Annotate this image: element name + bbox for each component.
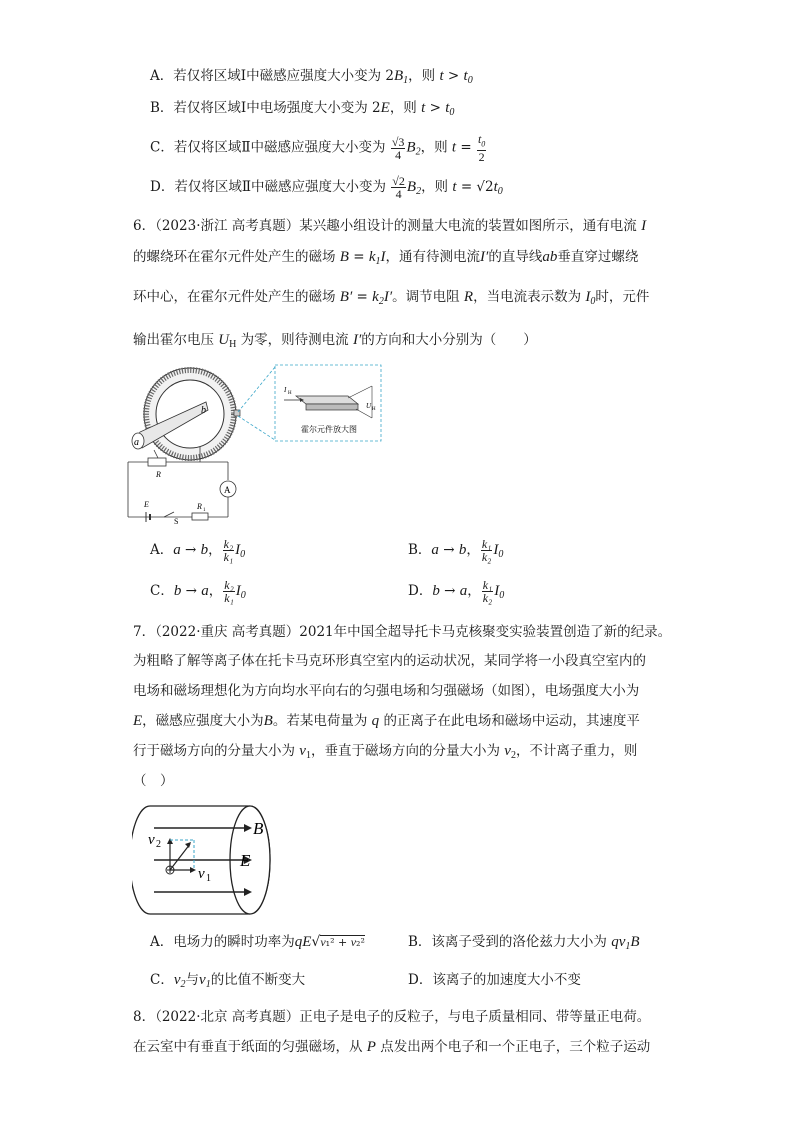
- svg-text:U: U: [366, 402, 372, 410]
- q7-figure: [132, 800, 282, 918]
- q6-line-4: 输出霍尔电压 $U_H$ 为零，则待测电流 I′的方向和大小分别为（ ）: [133, 332, 537, 350]
- svg-text:1: 1: [203, 508, 206, 513]
- q7-line-1: 7．（2022·重庆 高考真题）2021年中国全超导托卡马克核聚变实验装置创造了新的纪录。: [133, 624, 672, 640]
- q7-line-5: 行于磁场方向的分量大小为 $v_1$，垂直于磁场方向的分量大小为 $v_2$，不计离子重力，则: [133, 743, 638, 761]
- q6-option-c: C．b → a， $\frac{\text{k₂}}{\text{k₁}}$ $I_0$: [150, 578, 246, 605]
- svg-text:a: a: [134, 437, 139, 448]
- q7-option-a: A．电场力的瞬时功率为qE√v₁² + v₂²: [150, 934, 365, 950]
- q5-option-c: C．若仅将区域Ⅱ中磁感应强度大小变为 $\frac{√3}{4}$ $B_2$，则 t = $\frac{t_0}{2}$: [150, 132, 486, 165]
- q7-option-c: C．$v_2$与$v_1$的比值不断变大: [150, 972, 306, 990]
- svg-text:H: H: [372, 407, 376, 412]
- q8-line-1: 8．（2022·北京 高考真题）正电子是电子的反粒子，与电子质量相同、带等量正电荷。: [133, 1009, 651, 1025]
- q7-line-6: （ ）: [133, 773, 174, 789]
- q5-option-a: A．若仅将区域Ⅰ中磁感应强度大小变为 $2B_1$，则 $t > t_0$: [150, 68, 473, 86]
- hall-caption: 霍尔元件放大图: [301, 425, 357, 434]
- svg-text:v: v: [148, 832, 155, 848]
- svg-text:v: v: [198, 866, 205, 882]
- q8-line-2: 在云室中有垂直于纸面的匀强磁场，从 P 点发出两个电子和一个正电子，三个粒子运动: [133, 1039, 651, 1055]
- svg-text:2: 2: [156, 839, 161, 850]
- q6-line-2: 的螺绕环在霍尔元件处产生的磁场 $B = k_1I$，通有待测电流I′的直导线ab垂直穿过螺绕: [133, 249, 639, 267]
- svg-text:B: B: [253, 819, 264, 838]
- q7-line-3: 电场和磁场理想化为方向均水平向右的匀强电场和匀强磁场（如图），电场强度大小为: [133, 683, 640, 699]
- q6-option-a: A．a → b， $\frac{\text{k₂}}{\text{k₁}}$ $I_0$: [150, 537, 246, 564]
- svg-text:S: S: [174, 517, 179, 524]
- svg-text:H: H: [288, 391, 292, 396]
- q7-option-d: D．该离子的加速度大小不变: [408, 972, 581, 988]
- svg-text:I: I: [284, 386, 287, 394]
- q7-option-b: B．该离子受到的洛伦兹力大小为 $qv_1B$: [408, 934, 640, 952]
- svg-text:R: R: [156, 470, 161, 479]
- svg-text:E: E: [144, 500, 149, 509]
- svg-text:E: E: [240, 851, 251, 870]
- q6-option-b: B．a → b， $\frac{\text{k₁}}{\text{k₂}}$ $I_0$: [408, 537, 504, 564]
- q5-option-d: D．若仅将区域Ⅱ中磁感应强度大小变为 $\frac{√2}{4}$ $B_2$，则 $t = √2t_0$: [150, 174, 503, 201]
- q7-line-2: 为粗略了解等离子体在托卡马克环形真空室内的运动状况，某同学将一小段真空室内的: [133, 653, 646, 669]
- svg-text:A: A: [224, 485, 231, 495]
- svg-text:1: 1: [206, 873, 211, 884]
- svg-text:b: b: [201, 405, 206, 416]
- q6-option-d: D．b → a， $\frac{\text{k₁}}{\text{k₂}}$ $I_0$: [408, 578, 505, 605]
- q7-line-4: E，磁感应强度大小为B。若某电荷量为 q 的正离子在此电场和磁场中运动，其速度平: [133, 713, 640, 729]
- q6-line-1: 6．（2023·浙江 高考真题）某兴趣小组设计的测量大电流的装置如图所示，通有电流 I: [133, 218, 647, 234]
- q6-figure: [118, 362, 386, 524]
- svg-text:R: R: [197, 502, 202, 511]
- q6-line-3: 环中心，在霍尔元件处产生的磁场 $B' = k_2I'$。调节电阻 R，当电流表示数为 $I_0$时，元件: [133, 289, 650, 307]
- q5-option-b: B．若仅将区域Ⅰ中电场强度大小变为 2E，则 $t > t_0$: [150, 100, 455, 118]
